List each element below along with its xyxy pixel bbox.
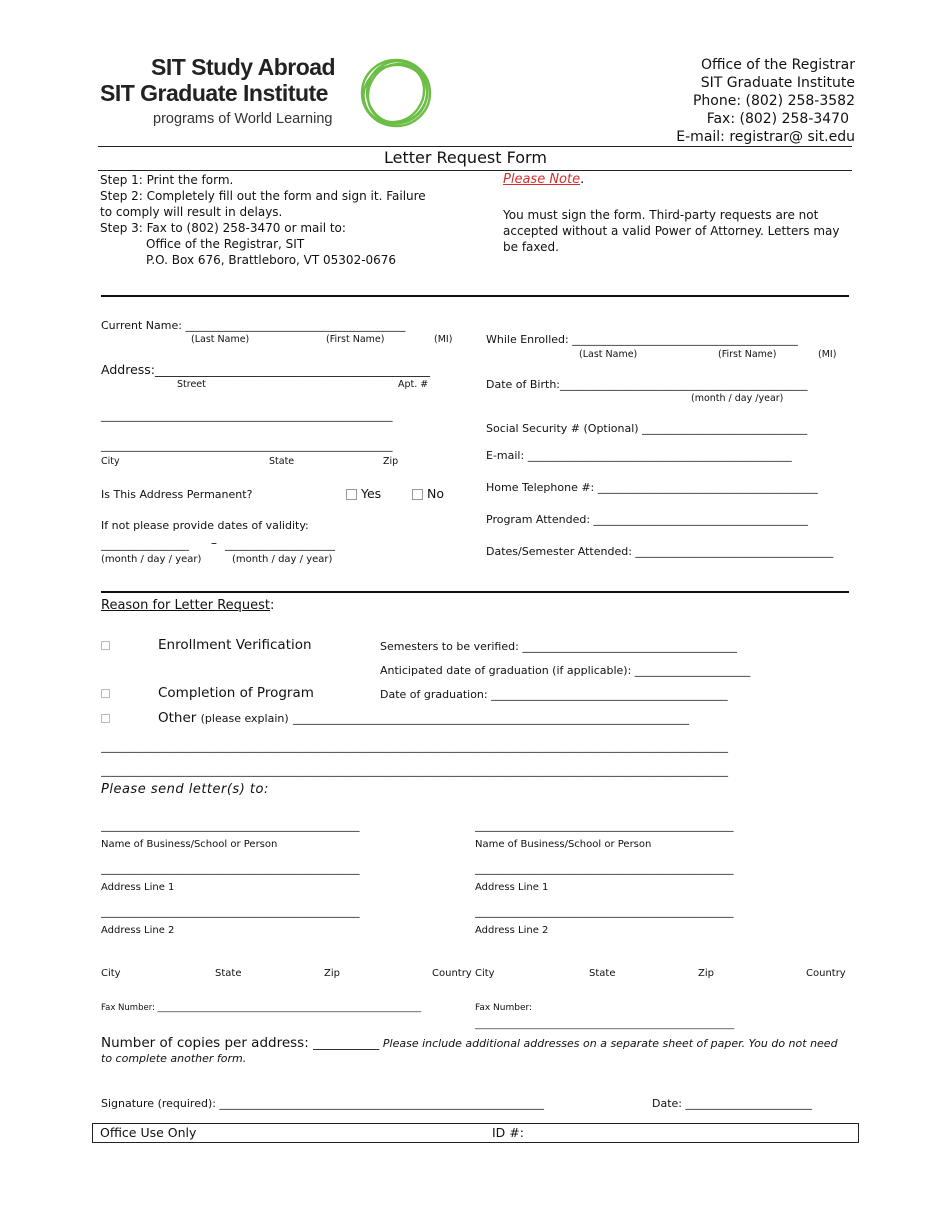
- reason-heading-colon: :: [270, 598, 275, 613]
- enrolled-mi-label: (MI): [818, 349, 837, 360]
- step-1: Step 1: Print the form.: [100, 173, 234, 187]
- phone-number: Phone: (802) 258-3582: [692, 93, 855, 109]
- completion-checkbox[interactable]: [101, 689, 110, 698]
- registrar-contact-block: [676, 56, 855, 146]
- enrollment-label: Enrollment Verification: [158, 637, 312, 653]
- step-2: Step 2: Completely fill out the form and sign it. Failure: [100, 189, 426, 203]
- recipient1-city-label: City: [101, 968, 121, 979]
- office-use-box: [92, 1123, 859, 1143]
- program-attended-field[interactable]: Program Attended: _______________________________________: [486, 513, 809, 526]
- instructions-block: [100, 172, 426, 268]
- address-field[interactable]: Address:____________________________________________: [101, 362, 430, 377]
- city-label: City: [101, 456, 120, 467]
- validity-from-field[interactable]: ________________: [101, 538, 189, 551]
- other-checkbox[interactable]: [101, 714, 110, 723]
- please-note-label: Please Note: [503, 172, 581, 187]
- no-label: No: [426, 486, 444, 501]
- other-option[interactable]: [101, 710, 689, 726]
- validity-to-field[interactable]: ____________________: [225, 538, 335, 551]
- reason-heading: [101, 598, 274, 613]
- copies-note: Please include additional addresses on a separate sheet of paper. You do not need to complete another form.: [101, 1037, 838, 1065]
- recipient1-name-line[interactable]: _______________________________________________: [101, 819, 360, 832]
- step-3: Step 3: Fax to (802) 258-3470 or mail to:: [100, 221, 346, 235]
- while-enrolled-field[interactable]: While Enrolled: _________________________________________: [486, 333, 798, 346]
- validity-dash: –: [211, 536, 217, 550]
- reason-heading-text: Reason for Letter Request: [101, 598, 271, 613]
- current-name-field[interactable]: Current Name: ________________________________________: [101, 319, 406, 332]
- logo-line-study-abroad: SIT Study Abroad: [151, 54, 336, 80]
- address-line-2[interactable]: _____________________________________________________: [101, 409, 393, 422]
- validity-to-format: (month / day / year): [232, 554, 333, 565]
- semesters-verified-field[interactable]: Semesters to be verified: _______________________________________: [380, 640, 737, 653]
- section-divider-2: [101, 591, 849, 593]
- enrolled-first-label: (First Name): [718, 349, 777, 360]
- recipient2-city-label: City: [475, 968, 495, 979]
- copies-input[interactable]: ___________: [313, 1036, 383, 1050]
- recipient1-zip-label: Zip: [324, 968, 340, 979]
- send-heading: Please send letter(s) to:: [101, 782, 269, 797]
- office-use-label: Office Use Only: [100, 1125, 197, 1140]
- recipient2-name-line[interactable]: _______________________________________________: [475, 819, 734, 832]
- permanent-yes-option[interactable]: [346, 486, 381, 501]
- apt-label: Apt. #: [398, 379, 429, 390]
- fax-number: Fax: (802) 258-3470: [706, 111, 849, 127]
- validity-question: If not please provide dates of validity:: [101, 519, 309, 532]
- note-heading: [503, 172, 584, 187]
- recipient1-name-label: Name of Business/School or Person: [101, 839, 278, 850]
- address-line-3[interactable]: _____________________________________________________: [101, 439, 393, 452]
- other-note: (please explain): [200, 712, 289, 725]
- checkbox-yes[interactable]: [346, 489, 357, 500]
- recipient2-address1-line[interactable]: _______________________________________________: [475, 862, 734, 875]
- recipient1-address2-line[interactable]: _______________________________________________: [101, 905, 360, 918]
- completion-label: Completion of Program: [158, 685, 314, 701]
- recipient2-name-label: Name of Business/School or Person: [475, 839, 652, 850]
- state-label: State: [269, 456, 295, 467]
- other-explain-line-2[interactable]: __________________________________________________________________________________________________________________: [101, 740, 728, 753]
- recipient2-address2-line[interactable]: _______________________________________________: [475, 905, 734, 918]
- current-name-mi-label: (MI): [434, 334, 453, 345]
- anticipated-graduation-field[interactable]: Anticipated date of graduation (if applicable): _____________________: [380, 664, 751, 677]
- recipient1-address1-label: Address Line 1: [101, 882, 175, 893]
- office-use-id-label: ID #:: [492, 1125, 524, 1140]
- logo-line-world-learning: programs of World Learning: [153, 111, 333, 127]
- copies-label: Number of copies per address:: [101, 1035, 314, 1051]
- checkbox-no[interactable]: [412, 489, 423, 500]
- current-name-first-label: (First Name): [326, 334, 385, 345]
- dates-attended-field[interactable]: Dates/Semester Attended: ____________________________________: [486, 545, 834, 558]
- signature-date-field[interactable]: Date: _______________________: [652, 1097, 812, 1110]
- section-divider-1: [101, 295, 849, 297]
- header-rule: [98, 146, 852, 147]
- email-field[interactable]: E-mail: ________________________________________________: [486, 449, 792, 462]
- permanent-no-option[interactable]: [412, 486, 444, 501]
- dob-format-label: (month / day /year): [691, 393, 784, 404]
- other-explain-line-3[interactable]: __________________________________________________________________________________________________________________: [101, 764, 728, 777]
- enrollment-verification-option[interactable]: [101, 637, 312, 653]
- step-2-cont: to comply will result in delays.: [100, 205, 283, 219]
- recipient2-address2-label: Address Line 2: [475, 925, 549, 936]
- street-label: Street: [177, 379, 206, 390]
- note-period: .: [580, 172, 585, 187]
- recipient1-state-label: State: [215, 968, 242, 979]
- recipient1-country-label: Country: [432, 968, 472, 979]
- recipient2-state-label: State: [589, 968, 616, 979]
- validity-from-format: (month / day / year): [101, 554, 202, 565]
- title-rule: [98, 170, 852, 171]
- enrollment-checkbox[interactable]: [101, 641, 110, 650]
- institute-name: SIT Graduate Institute: [700, 75, 855, 91]
- office-name: Office of the Registrar: [700, 57, 855, 73]
- logo-ring-icon: [356, 54, 436, 132]
- date-of-birth-field[interactable]: Date of Birth:_____________________________________________: [486, 378, 808, 391]
- signature-field[interactable]: Signature (required): ___________________________________________________________: [101, 1097, 544, 1110]
- recipient2-country-label: Country: [806, 968, 846, 979]
- recipient2-fax-label: Fax Number:: [475, 1003, 533, 1013]
- permanent-address-question: Is This Address Permanent?: [101, 488, 253, 501]
- recipient2-zip-label: Zip: [698, 968, 714, 979]
- ssn-field[interactable]: Social Security # (Optional) ______________________________: [486, 422, 808, 435]
- recipient2-fax-field[interactable]: _____________________________________________________________: [475, 1020, 735, 1030]
- zip-label: Zip: [383, 456, 399, 467]
- other-label: Other: [158, 710, 197, 726]
- mail-address-line1: Office of the Registrar, SIT: [146, 237, 305, 251]
- recipient1-fax-field[interactable]: Fax Number: ______________________________________________________________: [101, 1003, 422, 1013]
- current-name-last-label: (Last Name): [191, 334, 250, 345]
- email-address: E-mail: registrar@ sit.edu: [676, 129, 855, 145]
- copies-block: [101, 1036, 849, 1066]
- mail-address-line2: P.O. Box 676, Brattleboro, VT 05302-0676: [146, 253, 397, 267]
- home-telephone-field[interactable]: Home Telephone #: ________________________________________: [486, 481, 818, 494]
- form-title: Letter Request Form: [384, 148, 547, 167]
- recipient1-address2-label: Address Line 2: [101, 925, 175, 936]
- recipient1-address1-line[interactable]: _______________________________________________: [101, 862, 360, 875]
- graduation-date-field[interactable]: Date of graduation: ___________________________________________: [380, 688, 728, 701]
- enrolled-last-label: (Last Name): [579, 349, 638, 360]
- recipient2-address1-label: Address Line 1: [475, 882, 549, 893]
- other-explain-line[interactable]: ________________________________________________________________________: [292, 712, 689, 725]
- logo-line-graduate-institute: SIT Graduate Institute: [100, 80, 328, 106]
- yes-label: Yes: [360, 486, 382, 501]
- note-text: You must sign the form. Third-party requests are not accepted without a valid Power of Attorney. Letters may be faxed.: [503, 208, 840, 254]
- completion-program-option[interactable]: [101, 685, 314, 701]
